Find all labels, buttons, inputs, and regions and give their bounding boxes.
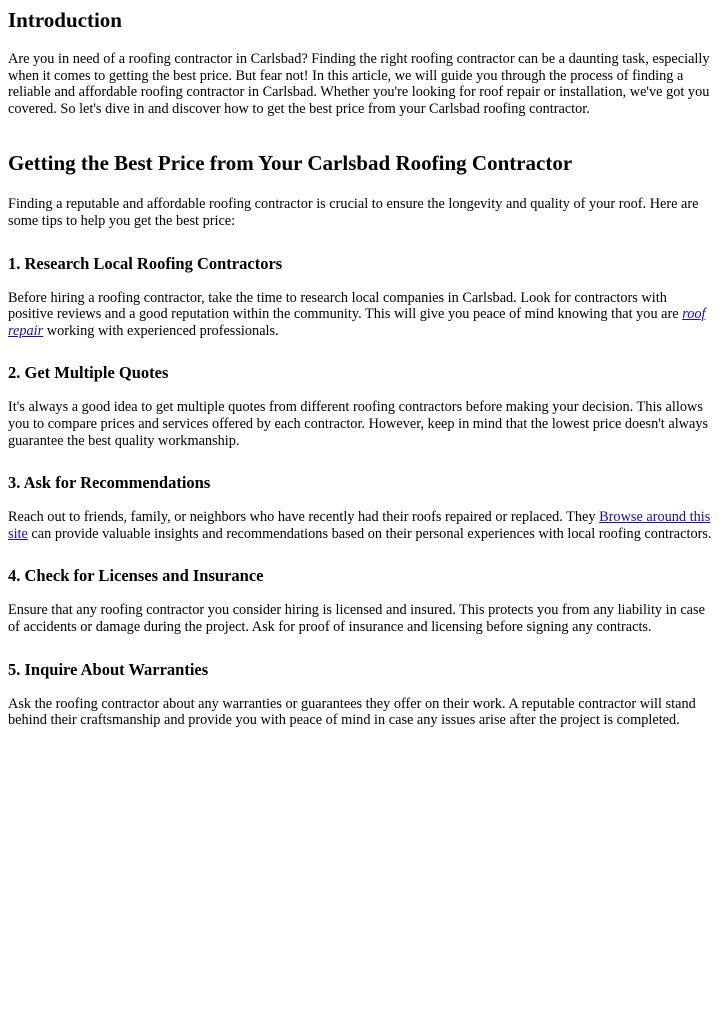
main-paragraph: Finding a reputable and affordable roofing contractor is crucial to ensure the longevity and quality of your roof. Here are some tips to help you get the best price: [8, 196, 699, 229]
tip-paragraph-warranties: Ask the roofing contractor about any warranties or guarantees they offer on their work. A reputable contractor will stand behind their craftsmanship and provide you with peace of mind in case any issues arise after the project is completed. [8, 695, 696, 729]
tip-text-before: Reach out to friends, family, or neighbors who have recently had their roofs repaired or replaced. They [8, 509, 600, 526]
tip-paragraph-recommendations [8, 509, 714, 542]
main-heading: Getting the Best Price from Your Carlsbad Roofing Contractor [8, 151, 573, 176]
intro-heading: Introduction [8, 8, 122, 32]
roof-repair-link[interactable]: roof repair [8, 306, 706, 339]
tip-heading-recommendations: 3. Ask for Recommendations [8, 473, 211, 493]
tip-heading-research: 1. Research Local Roofing Contractors [8, 253, 283, 273]
tip-paragraph-licenses: Ensure that any roofing contractor you consider hiring is licensed and insured. This protects you from any liability in case of accidents or damage during the project. Ask for proof of insurance and licensing before signing any contracts. [8, 602, 705, 635]
tip-heading-licenses: 4. Check for Licenses and Insurance [8, 566, 264, 586]
tip-heading-warranties: 5. Inquire About Warranties [8, 659, 209, 679]
article [0, 7, 720, 729]
tip-heading-quotes: 2. Get Multiple Quotes [8, 363, 169, 383]
browse-site-link[interactable]: Browse around this site [8, 509, 711, 542]
tip-text-after: can provide valuable insights and recommendations based on their personal experiences with local roofing contractors. [27, 525, 712, 542]
tip-paragraph-quotes: It's always a good idea to get multiple quotes from different roofing contractors before making your decision. This allows you to compare prices and services offered by each contractor. However, keep in mind that the lowest price doesn't always guarantee the best quality workmanship. [8, 399, 709, 449]
intro-paragraph: Are you in need of a roofing contractor in Carlsbad? Finding the right roofing contractor can be a daunting task, especially when it comes to getting the best price. But fear not! In this article, we will guide you through the process of finding a reliable and affordable roofing contractor in Carlsbad. Whether you're looking for roof repair or installation, we've got you covered. So let's dive in and discover how to get the best price from your Carlsbad roofing contractor. [8, 51, 710, 117]
tip-text-after: working with experienced professionals. [43, 322, 279, 339]
tip-paragraph-research [8, 290, 714, 340]
tip-text-before: Before hiring a roofing contractor, take the time to research local companies in Carlsbad. Look for contractors with positive reviews and a good reputation within the community. This will give you peace of mind knowing that you are [8, 289, 683, 323]
